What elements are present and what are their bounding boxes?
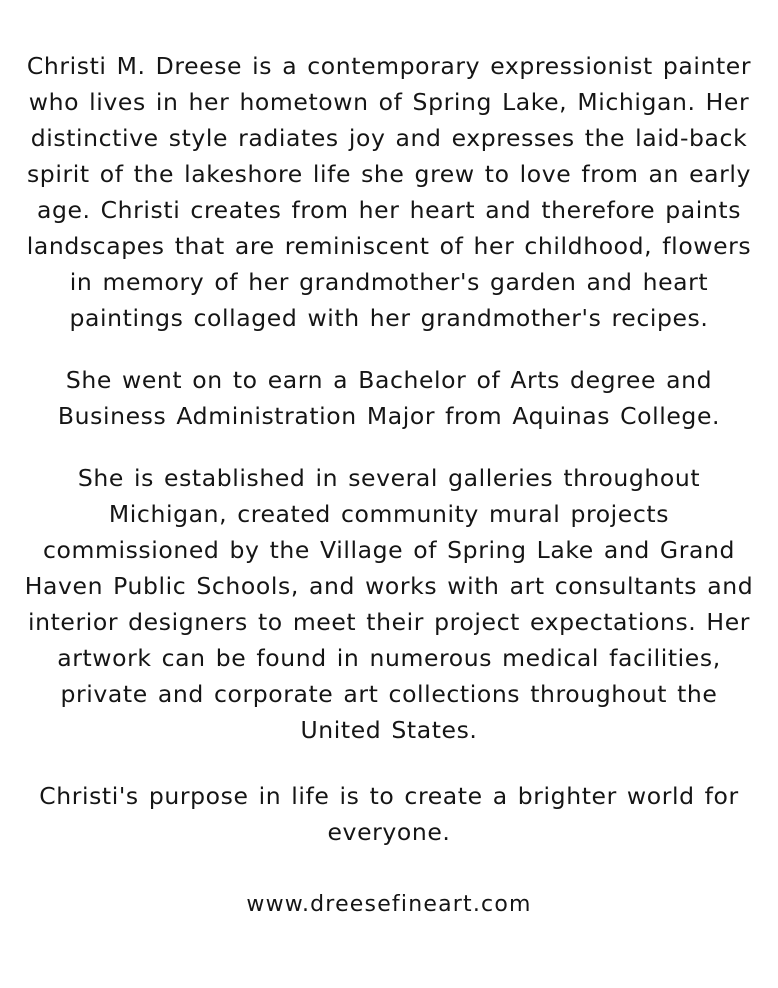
website-url[interactable]: www.dreesefineart.com xyxy=(246,892,532,917)
bio-paragraph-purpose: Christi's purpose in life is to create a brighter world for everyone. xyxy=(39,782,739,846)
bio-paragraph-education: She went on to earn a Bachelor of Arts degree and Business Administration Major from Aquinas College. xyxy=(57,366,721,430)
bio-paragraph-intro: Christi M. Dreese is a contemporary expressionist painter who lives in her hometown of Spring Lake, Michigan. Her distinctive style radiates joy and expresses the laid-back spirit of the lakeshore life she grew to love from an early age. Christi creates from her heart and therefore paints landscapes that are reminiscent of her childhood, flowers in memory of her grandmother's garden and heart paintings collaged with her grandmother's recipes. xyxy=(26,52,752,332)
bio-paragraph-career: She is established in several galleries throughout Michigan, created community mural projects commissioned by the Village of Spring Lake and Grand Haven Public Schools, and works with art consultants and interior designers to meet their project expectations. Her artwork can be found in numerous medical facilities, private and corporate art collections throughout the United States. xyxy=(24,464,754,744)
